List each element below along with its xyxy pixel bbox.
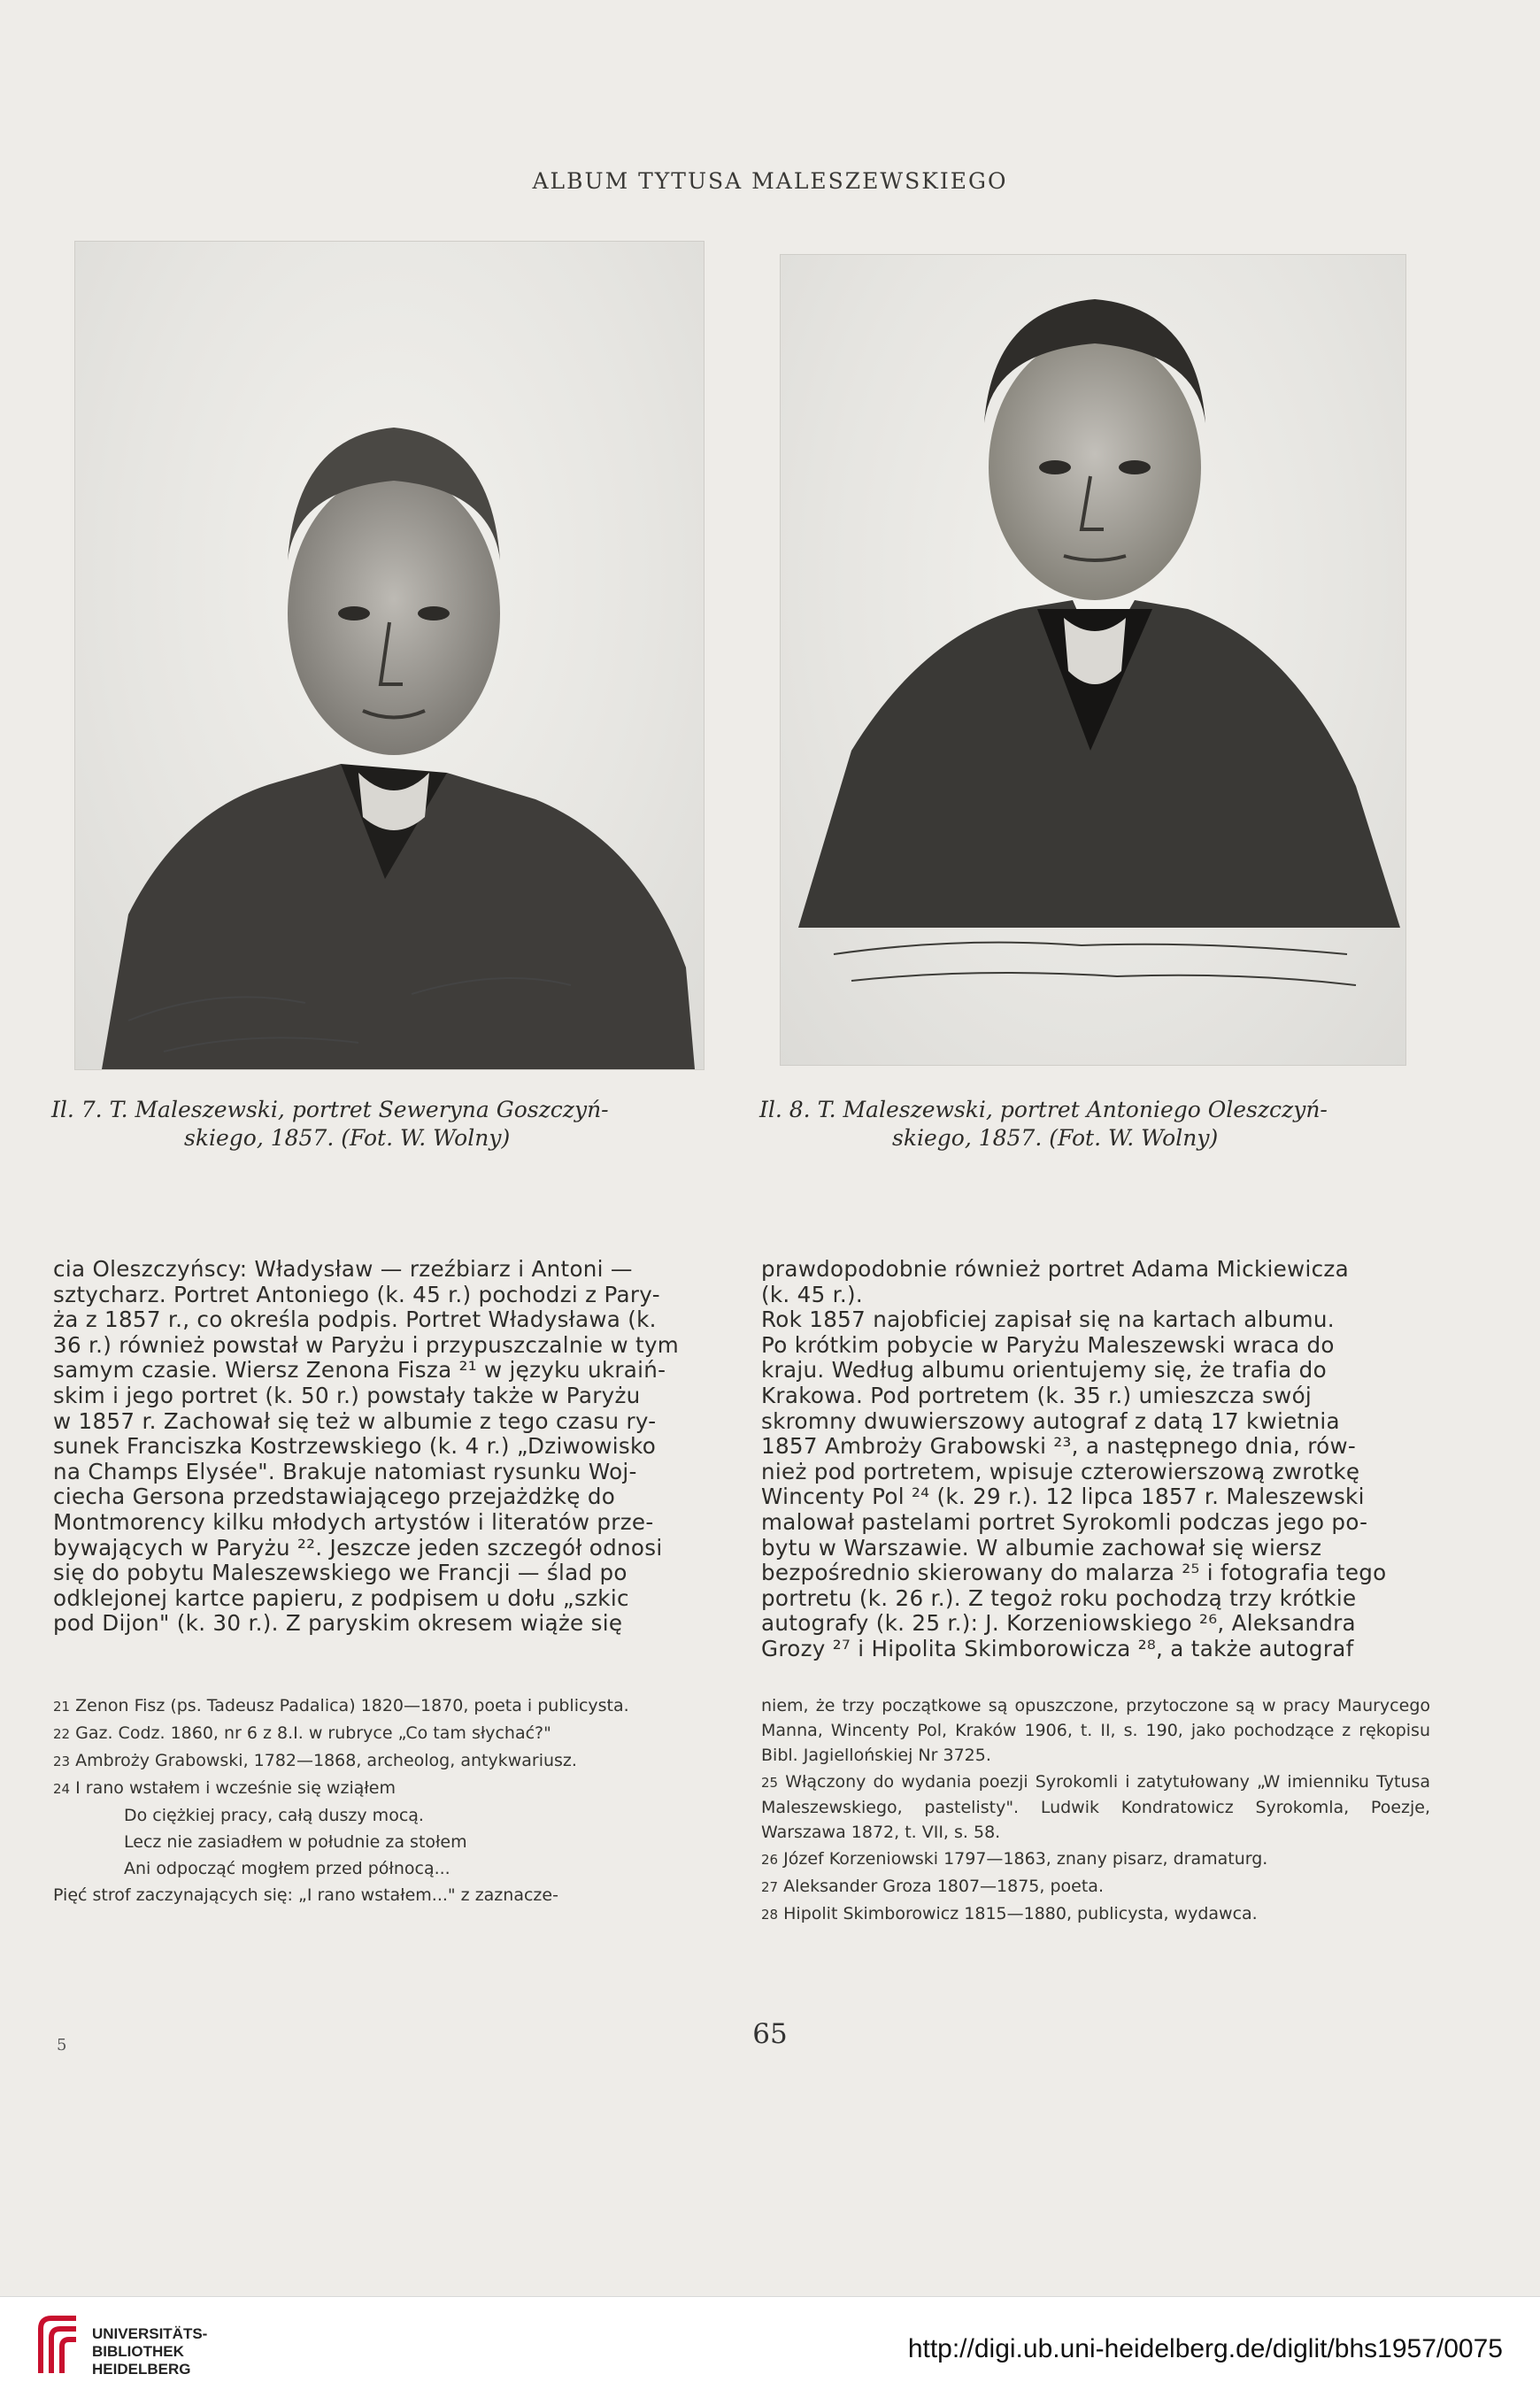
body-line: nież pod portretem, wpisuje czterowierszową zwrotkę <box>761 1458 1360 1484</box>
portrait-oleszczynski-drawing <box>781 255 1405 1065</box>
library-name <box>92 2325 207 2378</box>
footnote <box>761 1846 1430 1872</box>
footnote-text: Aleksander Groza 1807—1875, poeta. <box>783 1877 1104 1896</box>
body-line: prawdopodobnie również portret Adama Mickiewicza <box>761 1256 1349 1282</box>
body-line: Grozy ²⁷ i Hipolita Skimborowicza ²⁸, a także autograf <box>761 1635 1354 1661</box>
body-line: autografy (k. 25 r.): J. Korzeniowskiego ²⁶, Aleksandra <box>761 1610 1356 1637</box>
library-name-line: HEIDELBERG <box>92 2361 191 2378</box>
verse-line: Lecz nie zasiadłem w południe za stołem <box>124 1832 467 1852</box>
body-line: portretu (k. 26 r.). Z tegoż roku pochodzą trzy krótkie <box>761 1584 1357 1611</box>
footnote <box>53 1693 726 1719</box>
footnote-number: 25 <box>761 1775 779 1791</box>
footnote <box>53 1721 726 1746</box>
body-column-right <box>761 1257 1430 1662</box>
body-line: bywających w Paryżu ²². Jeszcze jeden szczegół odnosi <box>53 1534 663 1561</box>
footnote-continuation: Pięć strof zaczynających się: „I rano wstałem..." z zaznacze- <box>53 1885 558 1905</box>
caption-figure-8-line1: Il. 8. T. Maleszewski, portret Antoniego Oleszczyń- <box>759 1097 1328 1122</box>
footnote-text: I rano wstałem i wcześnie się wziąłem <box>75 1778 396 1798</box>
portrait-goszczynski <box>74 241 705 1070</box>
footnote <box>761 1874 1430 1900</box>
body-line: sunek Franciszka Kostrzewskiego (k. 4 r.) „Dziwowisko <box>53 1433 657 1460</box>
footnotes-left <box>53 1693 726 1909</box>
body-column-left <box>53 1257 726 1637</box>
footnote <box>761 1769 1430 1845</box>
source-url-link[interactable]: http://digi.ub.uni-heidelberg.de/diglit/bhs1957/0075 <box>907 2334 1503 2363</box>
footnote-number: 23 <box>53 1754 71 1769</box>
library-name-line: UNIVERSITÄTS- <box>92 2325 208 2342</box>
body-line: w 1857 r. Zachował się też w albumie z tego czasu ry- <box>53 1407 657 1434</box>
caption-figure-7-line2: skiego, 1857. (Fot. W. Wolny) <box>184 1125 511 1151</box>
body-line: 1857 Ambroży Grabowski ²³, a następnego dnia, rów- <box>761 1433 1357 1460</box>
footnote-number: 26 <box>761 1852 779 1868</box>
page-number: 65 <box>752 2018 788 2050</box>
footnote <box>761 1901 1430 1927</box>
body-line: Rok 1857 najobficiej zapisał się na kartach albumu. <box>761 1307 1335 1333</box>
signature-mark: 5 <box>57 2036 67 2054</box>
body-line: kraju. Według albumu orientujemy się, że trafia do <box>761 1357 1327 1384</box>
footnote-text: Ambroży Grabowski, 1782—1868, archeolog, antykwariusz. <box>75 1751 577 1770</box>
footnotes-right <box>761 1693 1430 1929</box>
body-line: samym czasie. Wiersz Zenona Fisza ²¹ w języku ukraiń- <box>53 1357 666 1384</box>
body-line: Montmorency kilku młodych artystów i literatów prze- <box>53 1508 654 1535</box>
caption-figure-7 <box>51 1096 724 1152</box>
footnote-text: Józef Korzeniowski 1797—1863, znany pisarz, dramaturg. <box>783 1849 1268 1869</box>
body-line: bezpośrednio skierowany do malarza ²⁵ i fotografia tego <box>761 1560 1387 1586</box>
body-line: skim i jego portret (k. 50 r.) powstały także w Paryżu <box>53 1382 641 1408</box>
body-line: ża z 1857 r., co określa podpis. Portret Władysława (k. <box>53 1307 657 1333</box>
body-line: Po krótkim pobycie w Paryżu Maleszewski wraca do <box>761 1331 1335 1358</box>
library-name-line: BIBLIOTHEK <box>92 2343 184 2360</box>
running-head: ALBUM TYTUSA MALESZEWSKIEGO <box>532 168 1008 194</box>
body-line: pod Dijon" (k. 30 r.). Z paryskim okresem wiąże się <box>53 1610 623 1637</box>
body-line: na Champs Elysée". Brakuje natomiast rysunku Woj- <box>53 1458 637 1484</box>
verse-line: Ani odpocząć mogłem przed północą... <box>124 1859 450 1878</box>
body-line: cia Oleszczyńscy: Władysław — rzeźbiarz i Antoni — <box>53 1256 633 1282</box>
digitization-footer <box>0 2296 1540 2405</box>
footnote-number: 24 <box>53 1781 71 1797</box>
portrait-oleszczynski <box>780 254 1406 1066</box>
portrait-goszczynski-drawing <box>75 242 704 1069</box>
caption-figure-8-line2: skiego, 1857. (Fot. W. Wolny) <box>892 1125 1219 1151</box>
footnote-text: Zenon Fisz (ps. Tadeusz Padalica) 1820—1870, poeta i publicysta. <box>75 1696 629 1715</box>
body-line: Wincenty Pol ²⁴ (k. 29 r.). 12 lipca 1857 r. Maleszewski <box>761 1484 1365 1510</box>
caption-figure-7-line1: Il. 7. T. Maleszewski, portret Seweryna Goszczyń- <box>51 1097 609 1122</box>
body-line: sztycharz. Portret Antoniego (k. 45 r.) pochodzi z Pary- <box>53 1281 660 1307</box>
footnote <box>53 1748 726 1774</box>
footnote-text: Hipolit Skimborowicz 1815—1880, publicysta, wydawca. <box>783 1904 1258 1923</box>
body-line: Krakowa. Pod portretem (k. 35 r.) umieszcza swój <box>761 1382 1313 1408</box>
body-line: się do pobytu Maleszewskiego we Francji — ślad po <box>53 1560 628 1586</box>
footnote-number: 28 <box>761 1907 779 1923</box>
footnote-text: Gaz. Codz. 1860, nr 6 z 8.I. w rubryce „Co tam słychać?" <box>75 1723 551 1743</box>
caption-figure-8 <box>759 1096 1432 1152</box>
footnote-text: Włączony do wydania poezji Syrokomli i zatytułowany „W imienniku Tytusa Maleszewskiego, pastelisty". Ludwik Kondratowicz Syrokomla, Poezje, Warszawa 1872, t. VII, s. 58. <box>761 1772 1430 1842</box>
footnote-number: 27 <box>761 1879 779 1895</box>
footnote <box>761 1693 1430 1768</box>
body-line: skromny dwuwierszowy autograf z datą 17 kwietnia <box>761 1407 1340 1434</box>
body-line: odklejonej kartce papieru, z podpisem u dołu „szkic <box>53 1584 629 1611</box>
footnote-number: 22 <box>53 1726 71 1742</box>
body-line: malował pastelami portret Syrokomli podczas jego po- <box>761 1508 1368 1535</box>
body-line: (k. 45 r.). <box>761 1281 863 1307</box>
body-line: 36 r.) również powstał w Paryżu i przypuszczalnie w tym <box>53 1331 680 1358</box>
footnote-text: niem, że trzy początkowe są opuszczone, przytoczone są w pracy Maurycego Manna, Wincenty Pol, Kraków 1906, t. II, s. 190, jako pochodzące z rękopisu Bibl. Jagiellońskiej Nr 3725. <box>761 1696 1430 1765</box>
library-logo-icon <box>34 2311 83 2380</box>
footnote-number: 21 <box>53 1699 71 1715</box>
verse-line: Do ciężkiej pracy, całą duszy mocą. <box>124 1806 424 1825</box>
body-line: bytu w Warszawie. W albumie zachował się wiersz <box>761 1534 1322 1561</box>
body-line: ciecha Gersona przedstawiającego przejażdżkę do <box>53 1484 616 1510</box>
footnote <box>53 1776 726 1801</box>
